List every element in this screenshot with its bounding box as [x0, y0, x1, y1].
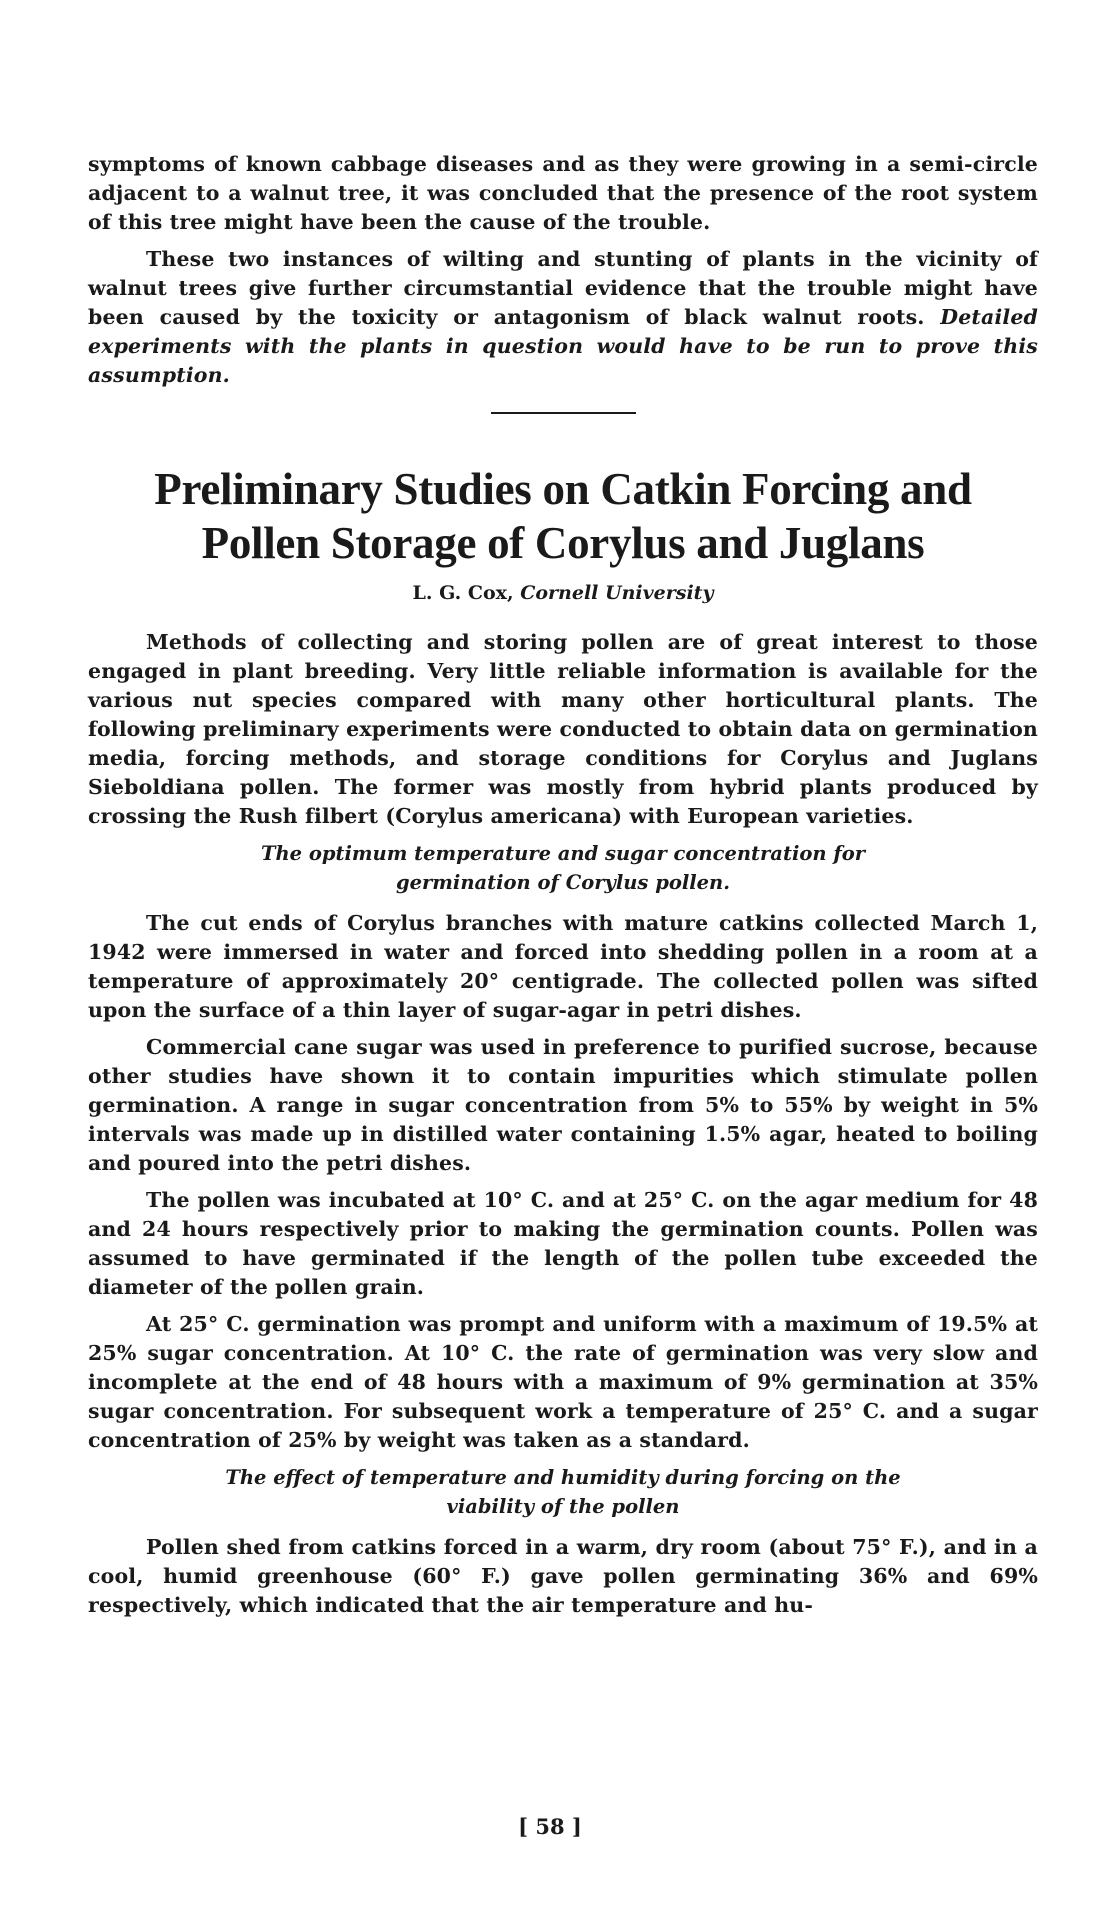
section-heading-2-line-2: viability of the pollen	[446, 1495, 680, 1518]
article-title-line-1: Preliminary Studies on Catkin Forcing and	[154, 464, 972, 514]
page-body	[88, 150, 1038, 1628]
affiliation: Cornell University	[520, 582, 714, 604]
page-number: [ 58 ]	[518, 1814, 582, 1839]
body-paragraph-3: Commercial cane sugar was used in preference to purified sucrose, because other studies have shown it to contain impurities which stimulate pollen germination. A range in sugar concentration from 5% to 55% by weight in 5% intervals was made up in distilled water containing 1.5% agar, heated to boiling and poured into the petri dishes.	[88, 1035, 1038, 1175]
section-heading-1-line-2: germination of Corylus pollen.	[395, 871, 731, 894]
section-heading-1	[128, 839, 998, 897]
intro-paragraph-2	[88, 245, 1038, 390]
body-paragraph-2: The cut ends of Corylus branches with mature catkins collected March 1, 1942 were immersed in water and forced into shedding pollen in a room at a temperature of approximately 20° centigrade. The collected pollen was sifted upon the surface of a thin layer of sugar-agar in petri dishes.	[88, 911, 1038, 1022]
section-heading-2-line-1: The effect of temperature and humidity during forcing on the	[225, 1466, 901, 1489]
article-title	[88, 462, 1038, 570]
byline	[88, 582, 1038, 604]
section-heading-1-line-1: The optimum temperature and sugar concentration for	[260, 842, 866, 865]
section-heading-2	[128, 1463, 998, 1521]
body-paragraph-4: The pollen was incubated at 10° C. and at 25° C. on the agar medium for 48 and 24 hours respectively prior to making the germination counts. Pollen was assumed to have germinated if the length of the pollen tube exceeded the diameter of the pollen grain.	[88, 1188, 1038, 1299]
intro-paragraph-2-italic: Detailed experiments with the plants in question would have to be run to prove this assumption.	[88, 305, 1038, 387]
body-paragraph-5: At 25° C. germination was prompt and uniform with a maximum of 19.5% at 25% sugar concentration. At 10° C. the rate of germination was very slow and incomplete at the end of 48 hours with a maximum of 9% germination at 35% sugar concentration. For subsequent work a temperature of 25° C. and a sugar concentration of 25% by weight was taken as a standard.	[88, 1312, 1038, 1452]
intro-paragraph-1: symptoms of known cabbage diseases and as they were growing in a semi-circle adjacent to a walnut tree, it was concluded that the presence of the root system of this tree might have been the cause of the trouble.	[88, 152, 1038, 234]
body-paragraph-1: Methods of collecting and storing pollen are of great interest to those engaged in plant breeding. Very little reliable information is available for the various nut species compared with many other horticultural plants. The following preliminary experiments were conducted to obtain data on germination media, forcing methods, and storage conditions for Corylus and Juglans Sieboldiana pollen. The former was mostly from hybrid plants produced by crossing the Rush filbert (Corylus americana) with European varieties.	[88, 630, 1038, 828]
intro-paragraph-2-text: These two instances of wilting and stunting of plants in the vicinity of walnut trees give further circumstantial evidence that the trouble might have been caused by the toxicity or antagonism of black walnut roots.	[88, 247, 1038, 329]
author: L. G. Cox,	[412, 582, 514, 604]
section-divider	[491, 412, 636, 414]
body-paragraph-6: Pollen shed from catkins forced in a warm, dry room (about 75° F.), and in a cool, humid greenhouse (60° F.) gave pollen germinating 36% and 69% respectively, which indicated that the air temperature and hu-	[88, 1535, 1038, 1617]
article-title-line-2: Pollen Storage of Corylus and Juglans	[201, 518, 925, 568]
